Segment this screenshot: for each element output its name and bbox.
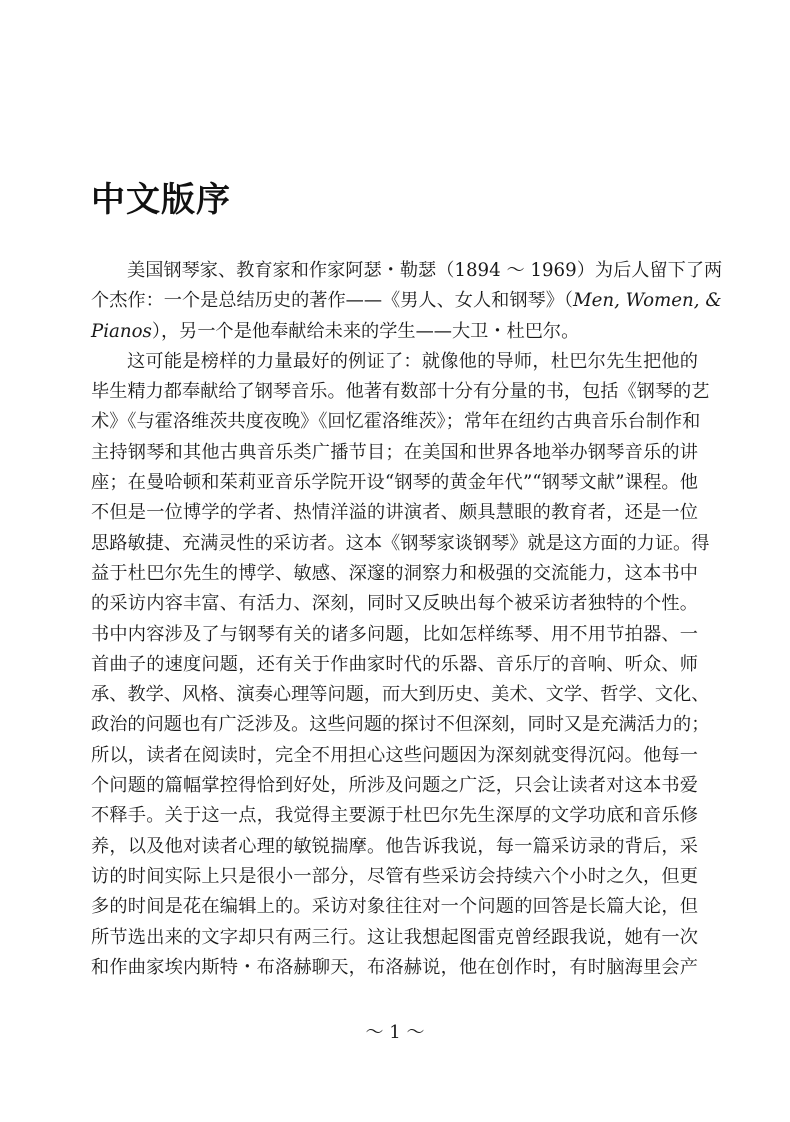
text-line: 的采访内容丰富、有活力、深刻，同时又反映出每个被采访者独特的个性。: [91, 593, 698, 615]
text-line: 思路敏捷、充满灵性的采访者。这本《钢琴家谈钢琴》就是这方面的力证。得: [91, 532, 710, 554]
text-line: 政治的问题也有广泛涉及。这些问题的探讨不但深刻，同时又是充满活力的；: [91, 714, 710, 736]
body-text: [91, 256, 723, 983]
text-line: Pianos），另一个是他奉献给未来的学生——大卫・杜巴尔。: [91, 320, 580, 342]
text-line: 主持钢琴和其他古典音乐类广播节目；在美国和世界各地举办钢琴音乐的讲: [91, 441, 698, 463]
text-line: 这可能是榜样的力量最好的例证了：就像他的导师，杜巴尔先生把他的: [127, 350, 698, 372]
text-line: 术》《与霍洛维茨共度夜晚》《回忆霍洛维茨》；常年在纽约古典音乐台制作和: [91, 411, 701, 433]
page-title: 中文版序: [91, 180, 231, 220]
text-line: 和作曲家埃内斯特・布洛赫聊天，布洛赫说，他在创作时，有时脑海里会产: [91, 956, 698, 978]
text-line: 所以，读者在阅读时，完全不用担心这些问题因为深刻就变得沉闷。他每一: [91, 744, 698, 766]
text-line: 访的时间实际上只是很小一部分，尽管有些采访会持续六个小时之久，但更: [91, 865, 698, 887]
text-line: 承、教学、风格、演奏心理等问题，而大到历史、美术、文学、哲学、文化、: [91, 684, 710, 706]
text-line: 不但是一位博学的学者、热情洋溢的讲演者、颇具慧眼的教育者，还是一位: [91, 502, 698, 524]
text-line: 座；在曼哈顿和茱莉亚音乐学院开设“钢琴的黄金年代”“钢琴文献”课程。他: [91, 472, 698, 494]
text-line: 所节选出来的文字却只有两三行。这让我想起图雷克曾经跟我说，她有一次: [91, 926, 698, 948]
text-line: 养，以及他对读者心理的敏锐揣摩。他告诉我说，每一篇采访录的背后，采: [91, 835, 698, 857]
text-line: 个问题的篇幅掌控得恰到好处，所涉及问题之广泛，只会让读者对这本书爱: [91, 775, 698, 797]
text-line: 不释手。关于这一点，我觉得主要源于杜巴尔先生深厚的文学功底和音乐修: [91, 805, 698, 827]
text-line: 益于杜巴尔先生的博学、敏感、深邃的洞察力和极强的交流能力，这本书中: [91, 562, 698, 584]
text-line: 多的时间是花在编辑上的。采访对象往往对一个问题的回答是长篇大论，但: [91, 896, 698, 918]
text-line: 书中内容涉及了与钢琴有关的诸多问题，比如怎样练琴、用不用节拍器、一: [91, 623, 698, 645]
text-line: 首曲子的速度问题，还有关于作曲家时代的乐器、音乐厅的音响、听众、师: [91, 653, 698, 675]
text-line: 美国钢琴家、教育家和作家阿瑟・勒瑟（1894 ～ 1969）为后人留下了两: [127, 260, 723, 281]
page-number: ～ 1 ～: [365, 1022, 425, 1043]
text-line: 个杰作：一个是总结历史的著作——《男人、女人和钢琴》（Men, Women, &: [91, 290, 722, 312]
text-line: 毕生精力都奉献给了钢琴音乐。他著有数部十分有分量的书，包括《钢琴的艺: [91, 381, 710, 403]
